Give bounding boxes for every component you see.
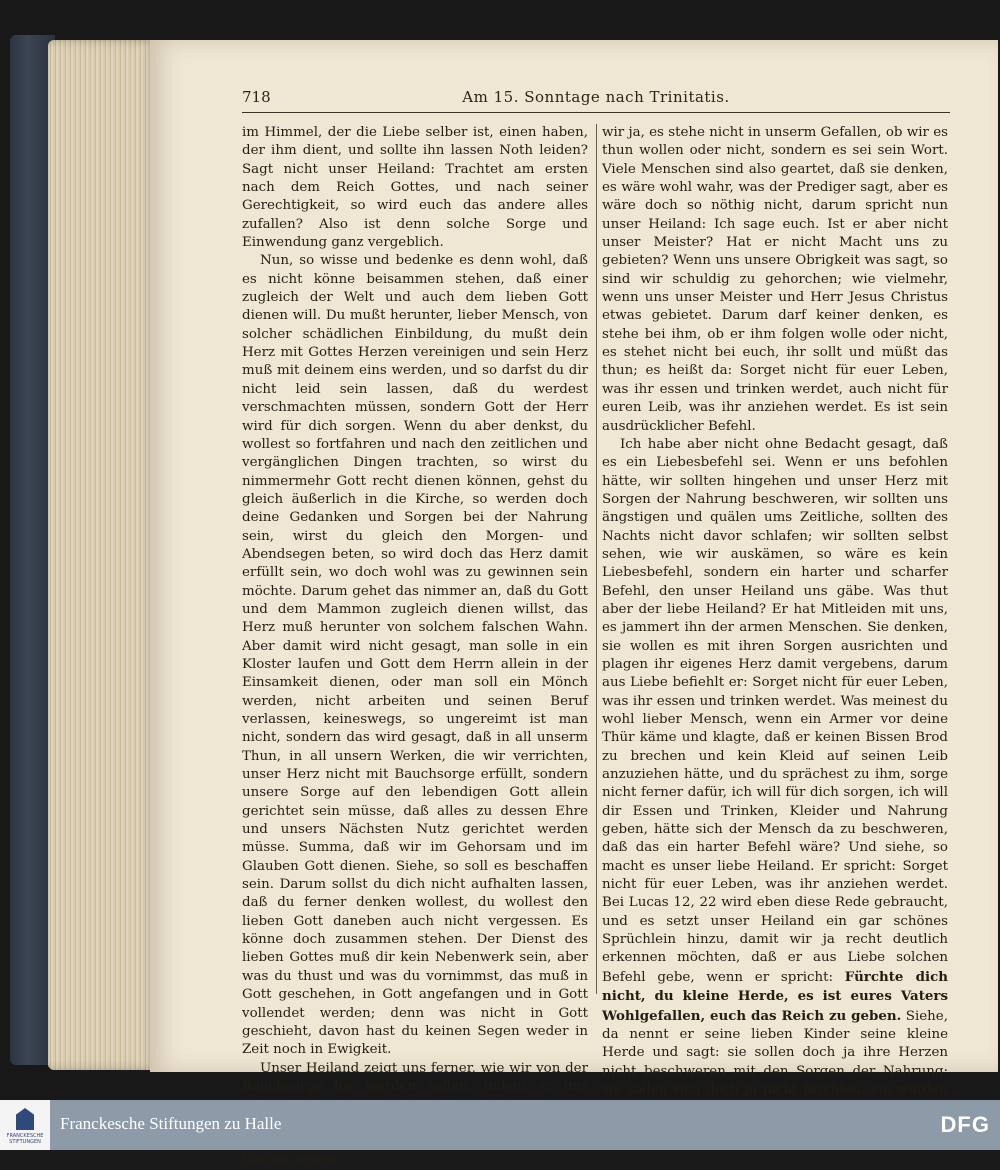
paragraph: im Himmel, der die Liebe selber ist, einen haben, der ihm dient, und sollte ihn lassen Noth leiden? Sagt nicht unser Heiland: Trachtet am ersten nach dem Reich Gottes, und nach seiner Gerechtigkeit, so wird euch das andere alles zufallen? Also ist denn solche Sorge und Einwendung ganz vergeblich. [242, 125, 588, 251]
page-header [242, 88, 950, 112]
header-rule [242, 112, 950, 113]
logo-text-line: STIFTUNGEN [9, 1139, 41, 1145]
footer-bar [0, 1100, 1000, 1150]
institution-logo[interactable] [0, 1100, 50, 1150]
logo-text-line: FRANCKESCHE [6, 1133, 44, 1139]
dfg-logo[interactable]: DFG [940, 1112, 990, 1137]
institution-name[interactable]: Franckesche Stiftungen zu Halle [60, 1114, 282, 1133]
paragraph: Unser Heiland zeigt uns ferner, wie wir von der Bauchsorge los werden sollen, indem er uns Daraus sehen [242, 1060, 588, 1168]
paragraph [602, 436, 948, 1136]
paragraph-text: Siehe, da nennt er seine lieben Kinder seine kleine Herde und sagt: sie sollen doch ja ihre Herzen nicht beschweren mit den Sorgen der Nahrung; sie sollen sich doch ja nicht fürchten, sie würden [602, 1008, 948, 1097]
logo-text [0, 1133, 50, 1145]
left-column [242, 124, 588, 1170]
crest-icon [16, 1108, 34, 1130]
column-divider [596, 124, 597, 994]
running-title: Am 15. Sonntage nach Trinitatis. [462, 88, 730, 106]
page-number: 718 [242, 88, 271, 106]
book-page-edges [48, 40, 158, 1070]
paragraph: wir ja, es stehe nicht in unserm Gefallen, ob wir es thun wollen oder nicht, sondern es sei sein Wort. Viele Menschen sind also geartet, daß sie denken, es wäre wohl wahr, was der Prediger sagt, aber es wäre doch so nöthig nicht, darum spricht nun unser Heiland: Ich sage euch. Ist er aber nicht unser Meister? Hat er nicht Macht uns zu gebieten? Wenn uns unsere Obrigkeit was sagt, so sind wir schuldig zu gehorchen; wie vielmehr, wenn uns unser Meister und Herr Jesus Christus etwas gebietet. Darum darf keiner denken, es stehe bei ihm, ob er ihm folgen wolle oder nicht, es stehet nicht bei euch, ihr sollt und müßt das thun; es heißt da: Sorget nicht für euer Leben, was ihr essen und trinken werdet, auch nicht für euren Leib, was ihr anziehen werdet. Es ist sein ausdrücklicher Befehl. [602, 125, 948, 434]
paragraph-text: Ich habe aber nicht ohne Bedacht gesagt, daß es ein Liebesbefehl sei. Wenn er uns befohlen hätte, wir sollten hingehen und unser Herz mit Sorgen der Nahrung beschweren, wir sollten uns ängstigen und quälen ums Zeitliche, sollten des Nachts nicht davor schlafen; wir sollten selbst sehen, wie wir auskämen, so wäre es kein Liebesbefehl, sondern ein harter und scharfer Befehl, den unser Heiland uns gäbe. Was thut aber der liebe Heiland? Er hat Mitleiden mit uns, es jammert ihn der armen Menschen. Sie denken, sie wollen es mit ihren Sorgen ausrichten und plagen ihr eigenes Herz damit vergebens, darum aus Liebe befiehlt er: Sorget nicht für euer Leben, was ihr essen und trinken werdet. Was meinest du wohl lieber Mensch, wenn ein Armer vor deine Thür käme und klagte, daß er keinen Bissen Brod zu brechen und kein Kleid auf seinen Leib anzuziehen hätte, und du sprächest zu ihm, sorge nicht ferner dafür, ich will für dich sorgen, ich will dir Essen und Trinken, Kleider und Nahrung geben, hätte sich der Mensch da zu beschweren, daß das ein harter Befehl wäre? Und siehe, so macht es unser liebe Heiland. Er spricht: Sorget nicht für euer Leben, was ihr anziehen werdet. Bei Lucas 12, 22 wird eben diese Rede gebraucht, und es setzt unser Heiland ein gar schönes Sprüchlein hinzu, damit wir ja recht deutlich erkennen möchten, daß er aus Liebe solchen Befehl gebe, wenn er spricht: [602, 436, 948, 985]
right-column [602, 124, 948, 1136]
bold-quote: Fürchte dich nicht, du kleine Herde, es ist eures Vaters Wohlgefallen, euch das Reich zu geben. [602, 968, 948, 1024]
paragraph: Nun, so wisse und bedenke es denn wohl, daß es nicht könne beisammen stehen, daß einer zugleich der Welt und auch dem lieben Gott dienen will. Du mußt herunter, lieber Mensch, von solcher schädlichen Einbildung, du mußt dein Herz mit Gottes Herzen vereinigen und sein Herz muß mit deinem eins werden, und so darfst du dir nicht leid sein lassen, daß du werdest verschmachten müssen, sondern Gott der Herr wird für dich sorgen. Wenn du aber denkst, du wollest so fortfahren und nach den zeitlichen und vergänglichen Dingen trachten, so wirst du nimmermehr Gott recht dienen können, gehst du gleich äußerlich in die Kirche, so werden doch deine Gedanken und Sorgen bei der Nahrung sein, wirst du gleich den Morgen- und Abendsegen beten, so wird doch das Herz damit erfüllt sein, wo doch wohl was zu gewinnen sein möchte. Darum gehet das nimmer an, daß du Gott und dem Mammon zugleich dienen willst, das Herz muß herunter von solchem falschen Wahn. Aber damit wird nicht gesagt, man solle in ein Kloster laufen und Gott dem Herrn allein in der Einsamkeit dienen, oder man soll ein Mönch werden, nicht arbeiten und seinen Beruf verlassen, keineswegs, so ungereimt ist man nicht, sondern das wird gesagt, daß in all unserm Thun, in all unsern Werken, die wir verrichten, unser Herz nicht mit Bauchsorge erfüllt, sondern unsere Sorge auf den lebendigen Gott allein gerichtet sein müsse, daß alles zu dessen Ehre und unsers Nächsten Nutz gerichtet werden müsse. Summa, daß wir im Gehorsam und im Glauben Gott dienen. Siehe, so soll es beschaffen sein. Darum sollst du dich nicht aufhalten lassen, daß du ferner denken wollest, du wollest den lieben Gott daneben auch nicht vergessen. Es könne doch zusammen stehen. Der Dienst des lieben Gottes muß dir kein Nebenwerk sein, aber was du thust und was du vornimmst, das muß in Gott geschehen, in Gott angefangen und in Gott vollendet werden; denn was nicht in Gott geschieht, davon hast du keinen Segen weder in Zeit noch in Ewigkeit. [242, 253, 588, 1058]
